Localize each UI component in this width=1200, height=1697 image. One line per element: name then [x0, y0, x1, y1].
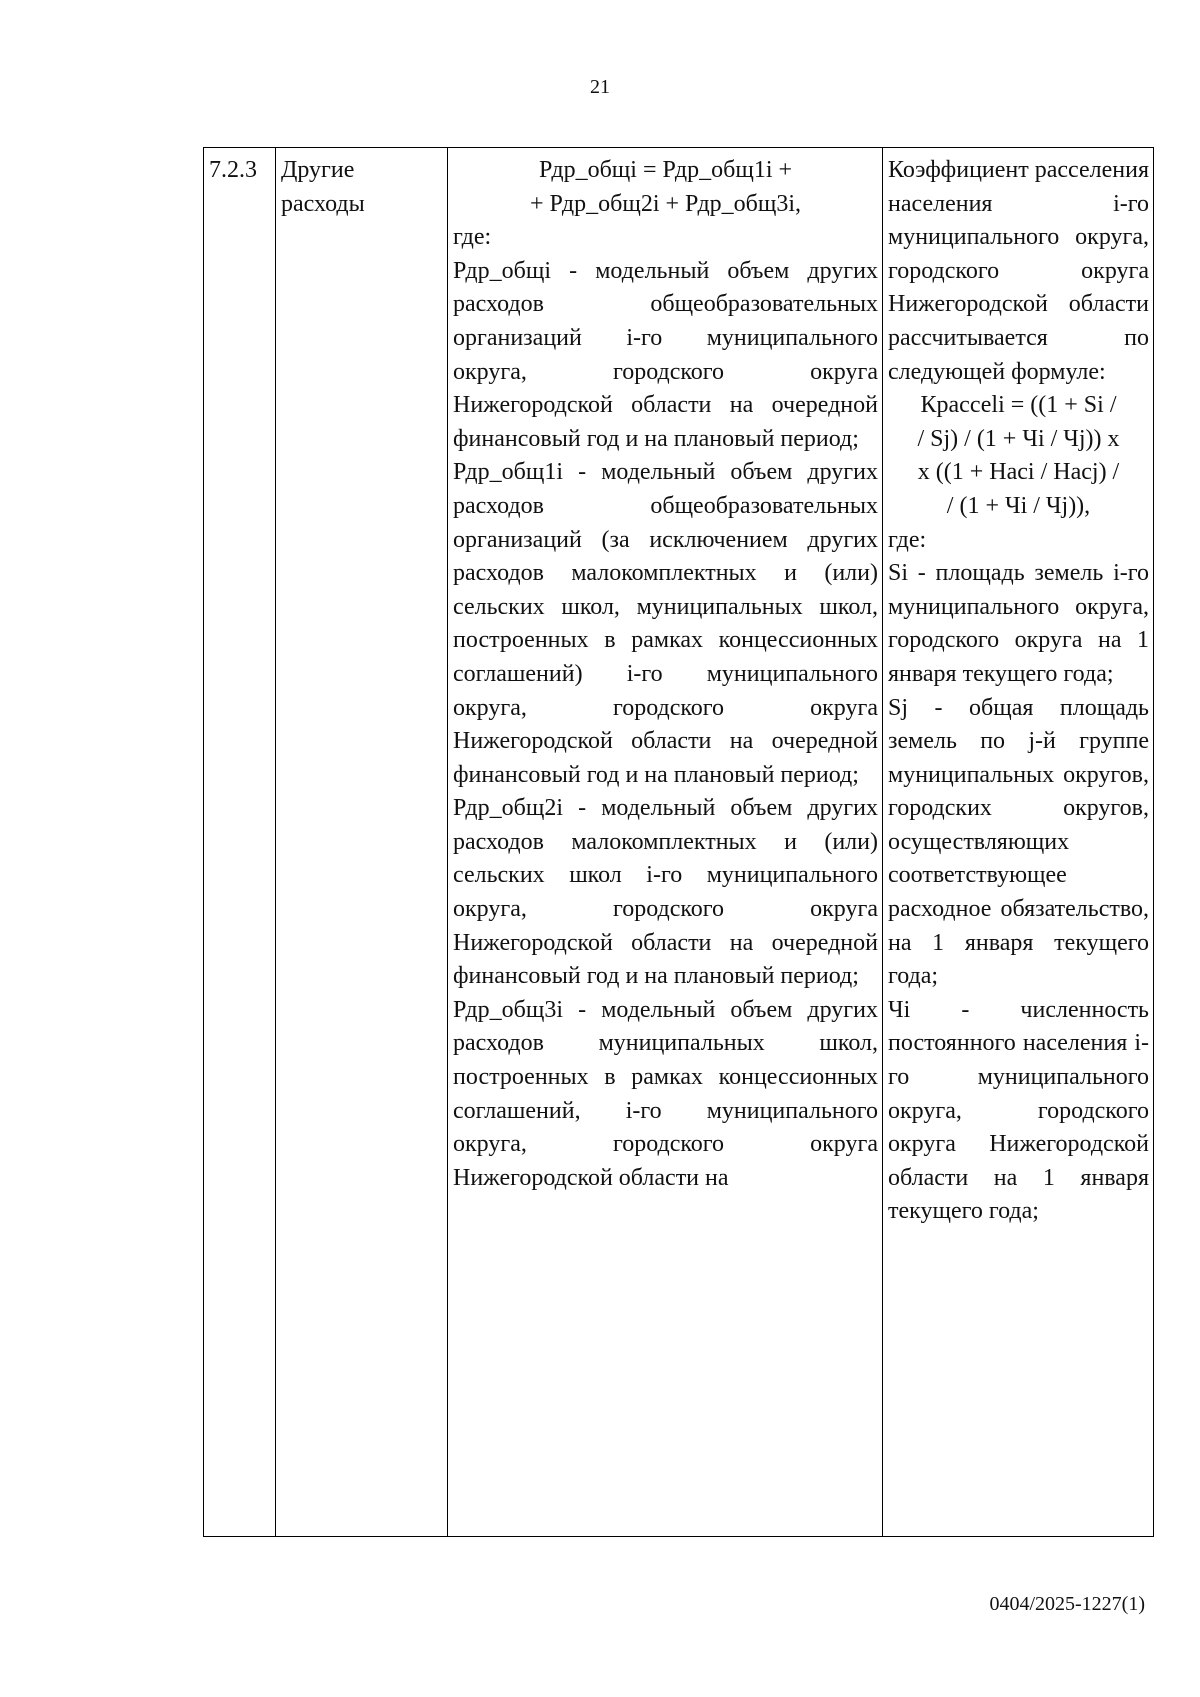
coefficient-cell: [883, 148, 1154, 1537]
definition-item: Рдр_общ2i - модельный объем других расходов малокомплектных и (или) сельских школ i-го муниципального округа, городского округа Нижегородской области на очередной финансовый год и на плановый период;: [453, 795, 878, 990]
methodology-table: [203, 147, 1154, 1537]
coefficient-definition: Чi - численность постоянного населения i-го муниципального округа, городского округа Нижегородской области на 1 января текущего года;: [888, 996, 1149, 1225]
page-number: 21: [590, 76, 610, 98]
definition-item: Рдр_общ1i - модельный объем других расходов общеобразовательных организаций (за исключением других расходов малокомплектных и (или) сельских школ, муниципальных школ, построенных в рамках концессионных соглашений) i-го муниципального округа, городского округа Нижегородской области на очередной финансовый год и на плановый период;: [453, 459, 878, 788]
formula-cell: [448, 148, 883, 1537]
table-row: [204, 148, 1154, 1537]
document-code: 0404/2025-1227(1): [989, 1593, 1145, 1615]
where-label: где:: [453, 224, 492, 251]
definition-item: Рдр_общi - модельный объем других расходов общеобразовательных организаций i-го муниципального округа, городского округа Нижегородской области на очередной финансовый год и на плановый период;: [453, 257, 878, 452]
formula-line: Рдр_общi = Рдр_общ1i +: [538, 157, 793, 183]
coefficient-definition: Sj - общая площадь земель по j-й группе муниципальных округов, городских округов, осуществляющих соответствующее расходное обязательство, на 1 января текущего года;: [888, 694, 1149, 990]
coefficient-formula-line: / Sj) / (1 + Чi / Чj)) x: [917, 425, 1120, 452]
row-code: 7.2.3: [209, 157, 257, 183]
coefficient-where-label: где:: [888, 526, 927, 553]
row-name-cell: [276, 148, 448, 1537]
coefficient-definition: Si - площадь земель i-го муниципального округа, городского округа на 1 января текущего года;: [888, 560, 1149, 687]
coefficient-formula-line: / (1 + Чi / Чj)),: [946, 492, 1091, 519]
coefficient-formula-line: x ((1 + Насi / Насj) /: [917, 459, 1120, 486]
formula-line: + Рдр_общ2i + Рдр_общ3i,: [529, 190, 802, 217]
coefficient-formula-line: Крассеlі = ((1 + Si /: [920, 392, 1117, 419]
row-code-cell: [204, 148, 276, 1537]
definition-item: Рдр_общ3i - модельный объем других расходов муниципальных школ, построенных в рамках концессионных соглашений, i-го муниципального округа, городского округа Нижегородской области на: [453, 996, 878, 1191]
row-name: Другие расходы: [281, 157, 365, 217]
coefficient-intro: Коэффициент расселения населения i-го муниципального округа, городского округа Нижегородской области рассчитывается по следующей формуле:: [888, 157, 1149, 385]
